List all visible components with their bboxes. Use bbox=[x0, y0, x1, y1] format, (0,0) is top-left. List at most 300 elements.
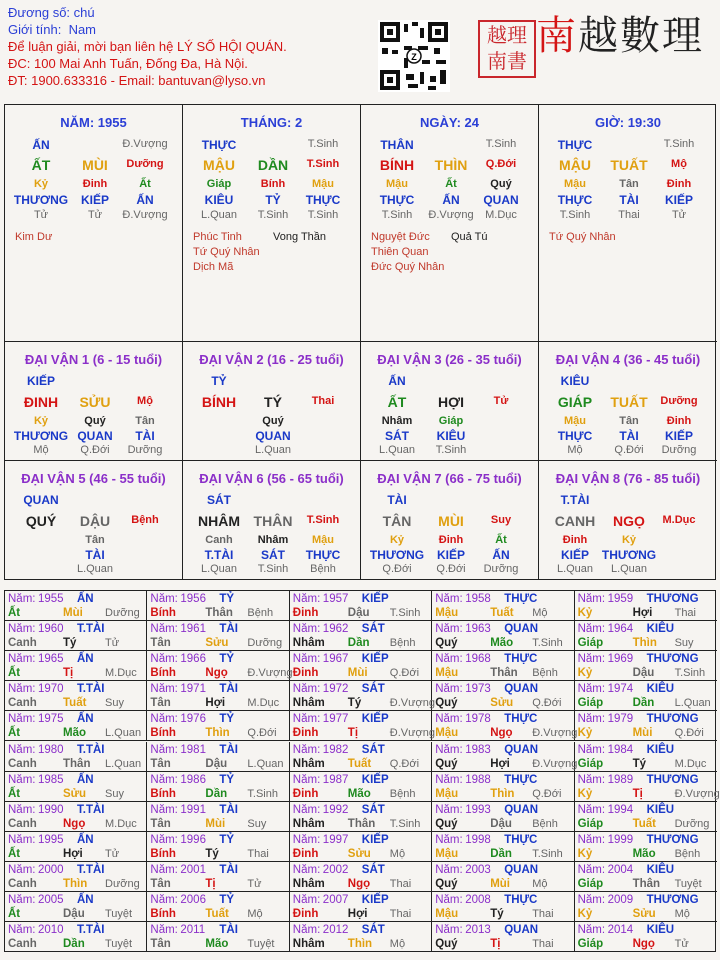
year-value: 1986 bbox=[180, 773, 206, 786]
owner-label: Đương số: bbox=[8, 5, 71, 20]
year-label: Năm: bbox=[150, 623, 178, 636]
year-stem: Tân bbox=[150, 877, 171, 890]
heaven-stem: QUÝ bbox=[25, 513, 57, 529]
year-value: 2003 bbox=[465, 863, 491, 876]
status: Q.Đới bbox=[485, 158, 517, 170]
year-status: Bệnh bbox=[532, 817, 558, 830]
hidden-god: TỶ bbox=[265, 193, 281, 207]
hidden-stem: Mậu bbox=[312, 534, 334, 546]
year-label: Năm: bbox=[577, 743, 606, 756]
year-branch: Sửu bbox=[347, 847, 371, 860]
year-status: T.Sinh bbox=[389, 607, 421, 619]
year-cell bbox=[575, 681, 717, 711]
year-god: TỶ bbox=[219, 773, 235, 786]
year-branch: Dậu bbox=[490, 817, 512, 830]
year-stem: Nhâm bbox=[292, 757, 325, 770]
year-value: 2002 bbox=[322, 863, 349, 876]
year-branch: Mùi bbox=[63, 607, 83, 619]
year-label: Năm: bbox=[292, 653, 321, 666]
hidden-stem: Mậu bbox=[564, 415, 586, 427]
year-cell bbox=[432, 772, 574, 802]
year-value: 1964 bbox=[607, 623, 634, 636]
year-branch: Dậu bbox=[347, 607, 370, 619]
phone-email[interactable]: ĐT: 1900.633316 - Email: bantuvan@lyso.vn bbox=[8, 73, 266, 88]
year-cell bbox=[575, 922, 717, 952]
year-cell bbox=[290, 922, 432, 952]
status: M.Dục bbox=[662, 514, 696, 526]
year-cell bbox=[147, 681, 289, 711]
year-status: M.Dục bbox=[674, 757, 707, 770]
year-god: TỶ bbox=[219, 713, 235, 726]
year-branch: Hợi bbox=[632, 607, 653, 619]
hidden-god: ẤN bbox=[136, 193, 154, 207]
year-branch: Tị bbox=[205, 877, 216, 890]
year-status: Q.Đới bbox=[389, 757, 420, 770]
year-status: Dưỡng bbox=[105, 877, 140, 890]
heaven-stem: ẤT bbox=[387, 394, 407, 410]
year-label: Năm: bbox=[150, 593, 178, 605]
dai-van-god: ẤN bbox=[388, 374, 406, 388]
year-branch: Dậu bbox=[632, 667, 655, 680]
year-value: 1989 bbox=[607, 773, 634, 786]
year-status: Đ.Vượng bbox=[389, 697, 435, 710]
logo-seal: 越理 南書 bbox=[478, 20, 536, 78]
year-label: Năm: bbox=[435, 894, 463, 906]
year-status: Q.Đới bbox=[532, 787, 562, 800]
year-status: T.Sinh bbox=[532, 847, 563, 860]
hidden-status: L.Quan bbox=[378, 444, 416, 456]
year-label: Năm: bbox=[435, 803, 463, 816]
year-cell bbox=[575, 892, 717, 922]
star-note: Quả Tú bbox=[451, 231, 488, 243]
year-cell bbox=[290, 742, 432, 772]
year-branch: Thân bbox=[632, 877, 661, 890]
year-label: Năm: bbox=[8, 743, 36, 756]
year-cell bbox=[432, 862, 574, 892]
year-label: Năm: bbox=[150, 653, 178, 666]
year-stem: Quý bbox=[435, 637, 458, 650]
year-branch: Ngọ bbox=[632, 938, 655, 951]
hidden-god: KIẾP bbox=[560, 548, 589, 562]
year-god: ẤN bbox=[77, 833, 94, 846]
year-status: M.Dục bbox=[247, 697, 280, 710]
year-cell bbox=[290, 802, 432, 832]
year-label: Năm: bbox=[435, 773, 463, 786]
year-status: L.Quan bbox=[674, 697, 711, 710]
year-god: T.TÀI bbox=[77, 683, 105, 696]
year-stem: Đinh bbox=[292, 607, 319, 619]
pillar-title: GIỜ: 19:30 bbox=[594, 115, 661, 130]
year-stem: Nhâm bbox=[292, 938, 325, 951]
hidden-stem: Giáp bbox=[438, 415, 464, 427]
year-cell bbox=[575, 711, 717, 741]
hidden-status: L.Quan bbox=[200, 563, 238, 575]
year-cell bbox=[290, 681, 435, 711]
year-status: Tử bbox=[247, 877, 262, 890]
year-cell bbox=[432, 711, 578, 741]
year-stem: Đinh bbox=[292, 847, 319, 860]
year-branch: Sửu bbox=[63, 787, 87, 800]
dai-van-cell bbox=[361, 342, 539, 461]
year-status: Dưỡng bbox=[674, 817, 710, 830]
year-value: 1959 bbox=[607, 593, 634, 605]
status: Suy bbox=[490, 514, 512, 526]
year-god: SÁT bbox=[361, 924, 385, 937]
star-note: Thiên Quan bbox=[371, 246, 429, 258]
hidden-stem: Đinh bbox=[666, 415, 692, 427]
year-branch: Mão bbox=[63, 727, 86, 740]
year-god: TỶ bbox=[219, 894, 235, 906]
year-status: Bệnh bbox=[389, 637, 416, 650]
year-god: T.TÀI bbox=[77, 863, 105, 876]
hidden-status: Mộ bbox=[33, 444, 49, 456]
year-status: T.Sinh bbox=[674, 667, 706, 680]
year-cell bbox=[290, 832, 432, 862]
year-cell bbox=[290, 621, 432, 651]
year-status: Thai bbox=[389, 908, 412, 920]
year-branch: Thìn bbox=[347, 938, 373, 951]
year-status: Tuyệt bbox=[247, 938, 275, 951]
year-branch: Dần bbox=[63, 938, 85, 951]
year-god: THỰC bbox=[504, 833, 538, 846]
year-label: Năm: bbox=[8, 863, 36, 876]
year-branch: Thìn bbox=[632, 637, 657, 650]
year-status: Thai bbox=[532, 908, 554, 920]
year-branch: Mão bbox=[632, 847, 656, 860]
year-label: Năm: bbox=[292, 713, 321, 726]
year-value: 1961 bbox=[180, 623, 206, 636]
earth-branch: THÂN bbox=[253, 513, 293, 529]
year-stem: Quý bbox=[435, 697, 458, 710]
year-god: QUAN bbox=[504, 623, 539, 636]
year-branch: Dần bbox=[347, 637, 370, 650]
year-stem: Canh bbox=[8, 757, 37, 770]
year-stem: Mậu bbox=[435, 727, 459, 740]
year-god: KIẾP bbox=[361, 773, 389, 786]
heaven-stem: CANH bbox=[554, 513, 596, 529]
hidden-god: TÀI bbox=[85, 548, 105, 562]
year-label: Năm: bbox=[8, 623, 36, 636]
year-value: 2011 bbox=[180, 924, 206, 937]
year-cell bbox=[5, 772, 147, 802]
dai-van-god: SÁT bbox=[207, 493, 231, 507]
year-status: L.Quan bbox=[247, 757, 284, 770]
year-stem: Kỷ bbox=[577, 727, 593, 740]
dai-van-cell bbox=[5, 461, 183, 580]
year-god: TÀI bbox=[219, 743, 238, 756]
hidden-status: Mộ bbox=[567, 444, 583, 456]
year-cell bbox=[575, 742, 717, 772]
dai-van-god: TỶ bbox=[211, 374, 227, 388]
hidden-status: T.Sinh bbox=[435, 444, 467, 456]
year-status: T.Sinh bbox=[532, 637, 563, 650]
year-god: THƯƠNG bbox=[646, 833, 699, 846]
year-status: Dưỡng bbox=[247, 637, 283, 650]
year-value: 1976 bbox=[180, 713, 206, 726]
year-status: Đ.Vượng bbox=[389, 727, 435, 740]
earth-branch: DẦN bbox=[257, 157, 289, 173]
earth-branch: NGỌ bbox=[613, 513, 645, 529]
year-branch: Hợi bbox=[347, 908, 368, 920]
year-status: Bệnh bbox=[674, 847, 701, 860]
hidden-stem: Quý bbox=[262, 415, 284, 427]
year-value: 1963 bbox=[465, 623, 491, 636]
year-branch: Thân bbox=[205, 607, 233, 619]
hidden-stem: Quý bbox=[490, 178, 512, 190]
hidden-god: QUAN bbox=[255, 429, 291, 443]
year-status: Đ.Vượng bbox=[532, 727, 578, 740]
dai-van-title: ĐẠI VẬN 1 (6 - 15 tuổi) bbox=[24, 352, 163, 367]
year-label: Năm: bbox=[577, 833, 606, 846]
hidden-stem: Nhâm bbox=[257, 534, 289, 546]
year-branch: Tuất bbox=[63, 697, 87, 710]
year-value: 1969 bbox=[607, 653, 634, 666]
star-note: Dịch Mã bbox=[193, 261, 234, 273]
dai-van-god: QUAN bbox=[23, 493, 59, 507]
hidden-god: QUAN bbox=[77, 429, 113, 443]
year-stem: Kỷ bbox=[577, 847, 593, 860]
year-stem: Giáp bbox=[577, 817, 604, 830]
year-god: T.TÀI bbox=[77, 743, 105, 756]
hidden-status: L.Quan bbox=[610, 563, 648, 575]
year-table bbox=[4, 590, 720, 952]
year-label: Năm: bbox=[8, 683, 36, 696]
year-stem: Kỷ bbox=[577, 908, 593, 920]
year-status: Mộ bbox=[389, 938, 406, 951]
year-label: Năm: bbox=[435, 593, 463, 605]
hidden-status: T.Sinh bbox=[381, 209, 413, 221]
year-branch: Hợi bbox=[63, 847, 83, 860]
hidden-status: Q.Đới bbox=[614, 444, 644, 456]
year-cell bbox=[290, 862, 432, 892]
hidden-status: Đ.Vượng bbox=[122, 209, 168, 221]
year-cell bbox=[290, 772, 432, 802]
hidden-stem: Mậu bbox=[564, 178, 586, 190]
hidden-god: TÀI bbox=[135, 429, 155, 443]
year-value: 1956 bbox=[180, 593, 206, 605]
year-cell bbox=[5, 802, 147, 832]
year-stem: Giáp bbox=[577, 697, 604, 710]
year-god: TÀI bbox=[219, 803, 238, 816]
year-cell bbox=[5, 892, 147, 922]
pillar-title: THÁNG: 2 bbox=[240, 115, 303, 130]
god-top: THỰC bbox=[557, 138, 593, 152]
year-stem: Tân bbox=[150, 637, 171, 650]
year-stem: Canh bbox=[8, 637, 37, 650]
year-value: 1994 bbox=[607, 803, 634, 816]
year-branch: Tý bbox=[632, 757, 647, 770]
year-value: 1957 bbox=[322, 593, 349, 605]
year-branch: Mùi bbox=[347, 667, 368, 680]
year-stem: Bính bbox=[150, 607, 176, 619]
hidden-stem: Đinh bbox=[82, 178, 108, 190]
year-god: ẤN bbox=[77, 894, 94, 906]
year-cell bbox=[575, 651, 717, 681]
dai-van-cell bbox=[183, 342, 361, 461]
year-cell bbox=[5, 922, 147, 952]
hidden-status: T.Sinh bbox=[307, 209, 339, 221]
year-branch: Thân bbox=[347, 817, 376, 830]
dai-van-title: ĐẠI VẬN 5 (46 - 55 tuổi) bbox=[21, 471, 166, 486]
year-cell bbox=[147, 651, 293, 681]
year-stem: Ất bbox=[8, 787, 21, 800]
year-cell bbox=[5, 651, 147, 681]
year-status: Tuyệt bbox=[105, 908, 133, 920]
hidden-status: Q.Đới bbox=[80, 444, 110, 456]
year-status: Tuyệt bbox=[105, 938, 133, 951]
pillar-title: NĂM: 1955 bbox=[60, 115, 127, 130]
year-value: 1983 bbox=[465, 743, 491, 756]
year-cell bbox=[147, 711, 289, 741]
status: Tử bbox=[493, 395, 509, 407]
year-label: Năm: bbox=[8, 653, 36, 666]
hidden-stem: Tân bbox=[85, 534, 105, 546]
star-note: Tứ Quý Nhân bbox=[193, 246, 260, 258]
year-cell bbox=[432, 681, 574, 711]
year-value: 1958 bbox=[465, 593, 491, 605]
status: Dưỡng bbox=[660, 395, 698, 407]
year-status: Suy bbox=[247, 817, 267, 830]
year-label: Năm: bbox=[435, 623, 463, 636]
qr-code[interactable] bbox=[378, 20, 450, 92]
year-stem: Ất bbox=[8, 667, 21, 680]
year-value: 2008 bbox=[465, 894, 491, 906]
logo-text: 南越數理 bbox=[536, 13, 704, 59]
year-status: M.Dục bbox=[105, 817, 137, 830]
star-note: Kim Dư bbox=[15, 231, 53, 243]
year-cell bbox=[5, 681, 147, 711]
year-stem: Mậu bbox=[435, 607, 459, 619]
year-stem: Mậu bbox=[435, 908, 459, 920]
year-stem: Nhâm bbox=[292, 817, 325, 830]
year-cell bbox=[432, 621, 574, 651]
dai-van-cell bbox=[361, 461, 539, 580]
hidden-status: T.Sinh bbox=[257, 563, 289, 575]
hidden-god: THƯƠNG bbox=[601, 548, 657, 562]
god-top: THÂN bbox=[380, 138, 414, 152]
year-value: 2004 bbox=[607, 863, 634, 876]
year-status: Thai bbox=[532, 938, 554, 951]
year-label: Năm: bbox=[292, 894, 321, 906]
heaven-stem: BÍNH bbox=[201, 394, 237, 410]
year-value: 2000 bbox=[38, 863, 64, 876]
year-status: Đ.Vượng bbox=[674, 787, 720, 800]
year-value: 1966 bbox=[180, 653, 206, 666]
hidden-status: L.Quan bbox=[254, 444, 292, 456]
year-status: Mộ bbox=[532, 607, 548, 619]
heaven-stem: MẬU bbox=[559, 157, 591, 173]
year-label: Năm: bbox=[150, 683, 178, 696]
hidden-status: Tử bbox=[671, 209, 687, 221]
pillar-title: NGÀY: 24 bbox=[420, 115, 479, 130]
year-value: 1987 bbox=[322, 773, 349, 786]
year-value: 2001 bbox=[180, 863, 206, 876]
year-god: THỰC bbox=[504, 713, 538, 726]
hidden-status: T.Sinh bbox=[257, 209, 289, 221]
hidden-stem: Canh bbox=[205, 534, 233, 546]
star-note: Vong Thần bbox=[273, 231, 327, 243]
dai-van-god: T.TÀI bbox=[560, 493, 590, 507]
year-value: 1995 bbox=[38, 833, 64, 846]
year-god: QUAN bbox=[504, 803, 539, 816]
year-label: Năm: bbox=[292, 683, 321, 696]
year-cell bbox=[432, 591, 574, 621]
address: ĐC: 100 Mai Anh Tuấn, Đống Đa, Hà Nội. bbox=[8, 56, 248, 71]
hidden-god: THỰC bbox=[305, 193, 341, 207]
year-god: TÀI bbox=[219, 924, 238, 937]
year-cell bbox=[575, 832, 717, 862]
hidden-stem: Tân bbox=[135, 415, 155, 427]
year-label: Năm: bbox=[150, 743, 178, 756]
year-branch: Dần bbox=[490, 847, 512, 860]
year-value: 1990 bbox=[38, 803, 64, 816]
pillar-cell bbox=[361, 105, 539, 342]
year-value: 1984 bbox=[607, 743, 634, 756]
dai-van-title: ĐẠI VẬN 7 (66 - 75 tuổi) bbox=[377, 471, 522, 486]
star-note: Đức Quý Nhân bbox=[371, 261, 445, 273]
heaven-stem: GIÁP bbox=[557, 394, 593, 410]
status: T.Sinh bbox=[306, 158, 340, 170]
year-status: Q.Đới bbox=[532, 697, 562, 710]
hidden-status: Q.Đới bbox=[382, 563, 412, 575]
year-label: Năm: bbox=[150, 833, 178, 846]
year-status: Tử bbox=[674, 938, 689, 951]
year-stem: Canh bbox=[8, 817, 37, 830]
year-stem: Kỷ bbox=[577, 667, 593, 680]
year-value: 1998 bbox=[465, 833, 491, 846]
year-god: THỰC bbox=[504, 894, 538, 906]
year-label: Năm: bbox=[577, 653, 606, 666]
year-label: Năm: bbox=[292, 593, 321, 605]
earth-branch: MÙI bbox=[438, 513, 464, 529]
year-value: 2005 bbox=[38, 894, 64, 906]
hidden-status: Tử bbox=[33, 209, 49, 221]
year-value: 2012 bbox=[322, 924, 349, 937]
year-cell bbox=[5, 832, 147, 862]
year-god: THƯƠNG bbox=[646, 713, 699, 726]
year-status: Bệnh bbox=[389, 787, 416, 800]
year-cell bbox=[147, 742, 289, 772]
god-top: THỰC bbox=[201, 138, 237, 152]
hidden-stem: Nhâm bbox=[381, 415, 413, 427]
year-cell bbox=[5, 591, 147, 621]
year-cell bbox=[147, 892, 289, 922]
year-god: KIẾP bbox=[361, 833, 389, 846]
year-stem: Kỷ bbox=[577, 607, 593, 619]
year-stem: Bính bbox=[150, 667, 176, 680]
year-stem: Quý bbox=[435, 757, 458, 770]
year-branch: Tuất bbox=[205, 908, 229, 920]
hidden-god: KIẾP bbox=[436, 548, 465, 562]
year-branch: Hợi bbox=[205, 697, 226, 710]
year-god: T.TÀI bbox=[77, 623, 105, 636]
status: Bệnh bbox=[131, 514, 159, 526]
year-value: 2006 bbox=[180, 894, 206, 906]
year-label: Năm: bbox=[292, 773, 321, 786]
year-cell bbox=[147, 772, 289, 802]
year-status: Đ.Vượng bbox=[247, 667, 293, 680]
hidden-stem: Kỷ bbox=[621, 534, 637, 546]
heaven-stem: MẬU bbox=[203, 157, 235, 173]
year-branch: Tuất bbox=[490, 607, 514, 619]
year-cell bbox=[290, 711, 435, 741]
year-label: Năm: bbox=[292, 743, 321, 756]
year-god: KIÊU bbox=[646, 743, 675, 756]
year-god: QUAN bbox=[504, 743, 539, 756]
year-god: THỰC bbox=[504, 653, 538, 666]
year-value: 2013 bbox=[465, 924, 491, 937]
year-cell bbox=[432, 802, 574, 832]
